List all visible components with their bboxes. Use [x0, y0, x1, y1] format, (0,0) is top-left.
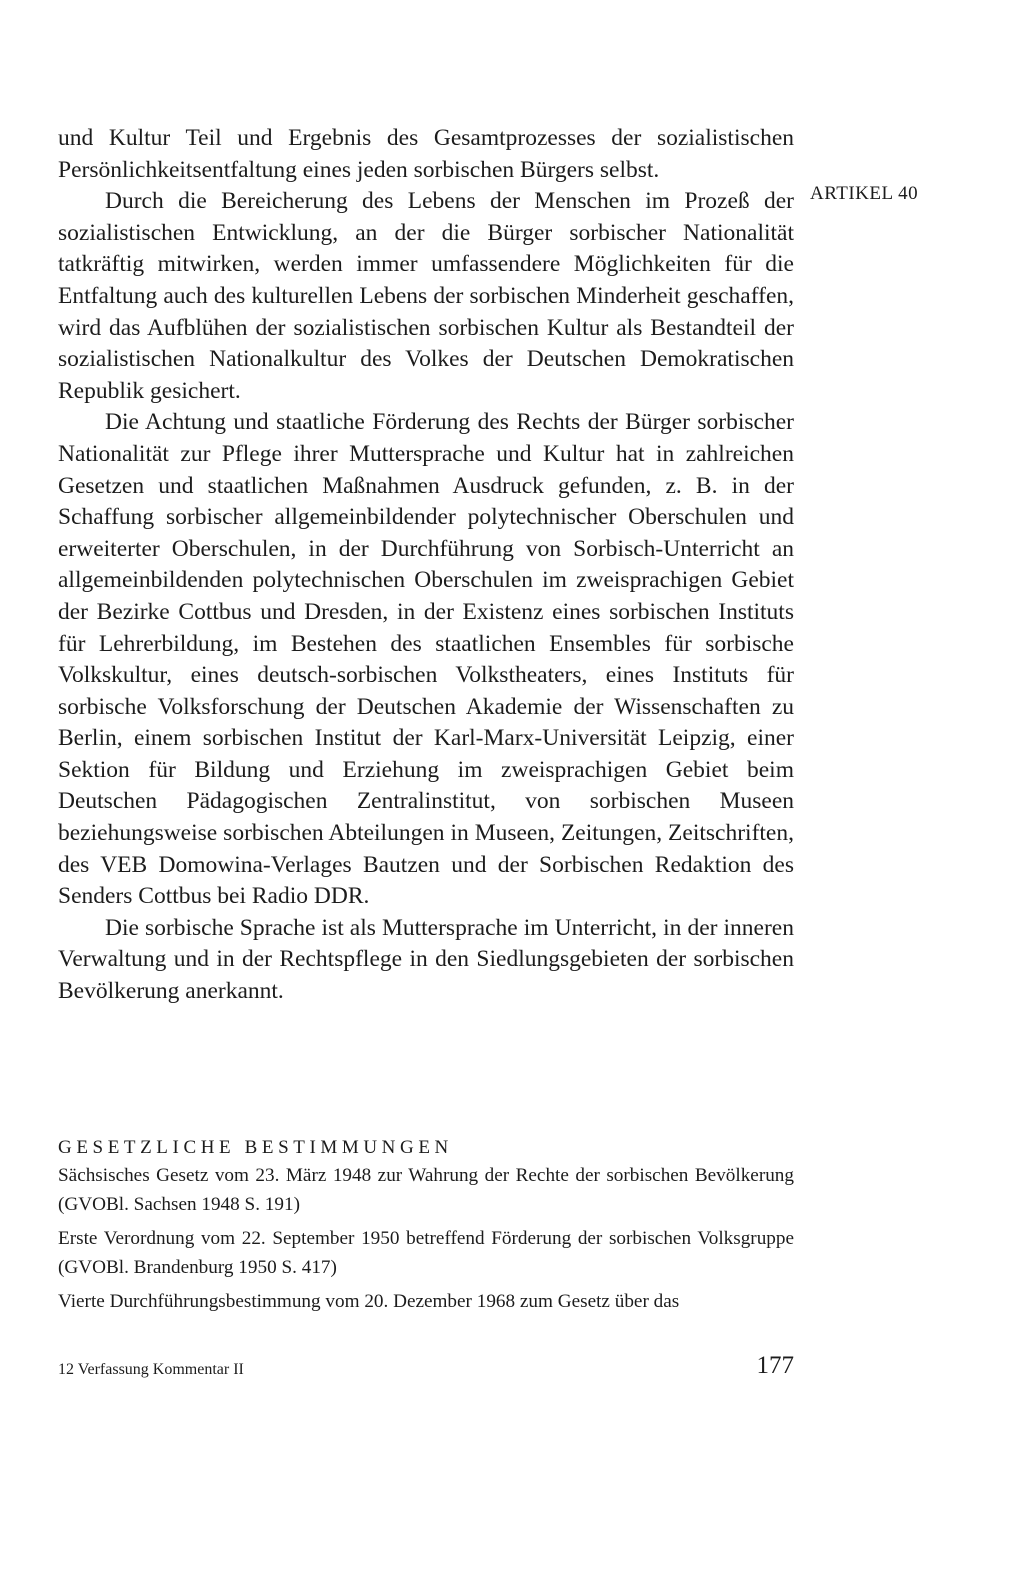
paragraph-continuation: und Kultur Teil und Ergebnis des Gesamtprozesses der sozialistischen Persönlichkeitsentfaltung eines jeden sorbischen Bürgers selbst.	[58, 125, 794, 183]
printer-signature: 12 Verfassung Kommentar II	[58, 1361, 244, 1378]
law-item: Erste Verordnung vom 22. September 1950 betreffend Förderung der sorbischen Volksgruppe (GVOBl. Brandenburg 1950 S. 417)	[58, 1228, 794, 1278]
section-heading: GESETZLICHE BESTIMMUNGEN	[58, 1137, 453, 1158]
paragraph-cultural-development: Durch die Bereicherung des Lebens der Menschen im Prozeß der sozialistischen Entwicklung, an der die Bürger sorbischer Nationalität tatkräftig mitwirken, werden immer umfassendere Möglichkeiten für die Entfaltung auch des kulturellen Lebens der sorbischen Minderheit geschaffen, wird das Aufblühen der sozialistischen sorbischen Kultur als Bestandteil der sozialistischen Nationalkultur des Volkes der Deutschen Demokratischen Republik gesichert.	[58, 188, 794, 404]
body-text	[58, 123, 794, 1008]
page-number: 177	[756, 1352, 794, 1379]
paragraph-state-support: Die Achtung und staatliche Förderung des Rechts der Bürger sorbischer Nationalität zur Pflege ihrer Muttersprache und Kultur hat in zahlreichen Gesetzen und staatlichen Maßnahmen Ausdruck gefunden, z. B. in der Schaffung sorbischer allgemeinbildender polytechnischer Oberschulen und erweiterter Oberschulen, in der Durchführung von Sorbisch-Unterricht an allgemeinbildenden polytechnischen Oberschulen im zweisprachigen Gebiet der Bezirke Cottbus und Dresden, in der Existenz eines sorbischen Instituts für Lehrerbildung, im Bestehen des staatlichen Ensembles für sorbische Volkskultur, eines deutsch-sorbischen Volkstheaters, eines Instituts für sorbische Volksforschung der Deutschen Akademie der Wissenschaften zu Berlin, einem sorbischen Institut der Karl-Marx-Universität Leipzig, einer Sektion für Bildung und Erziehung im zweisprachigen Gebiet beim Deutschen Pädagogischen Zentralinstitut, von sorbischen Museen beziehungsweise sorbischen Abteilungen in Museen, Zeitungen, Zeitschriften, des VEB Domowina-Verlages Bautzen und der Sorbischen Redaktion des Senders Cottbus bei Radio DDR.	[58, 409, 794, 910]
article-margin-note: ARTIKEL 40	[810, 183, 919, 204]
law-item: Sächsisches Gesetz vom 23. März 1948 zur Wahrung der Rechte der sorbischen Bevölkerung (GVOBl. Sachsen 1948 S. 191)	[58, 1165, 794, 1215]
legal-provisions-list	[58, 1162, 794, 1323]
law-item: Vierte Durchführungsbestimmung vom 20. Dezember 1968 zum Gesetz über das	[58, 1291, 680, 1312]
paragraph-language-recognition: Die sorbische Sprache ist als Muttersprache im Unterricht, in der inneren Verwaltung und in der Rechtspflege in den Siedlungsgebieten der sorbischen Bevölkerung anerkannt.	[58, 914, 794, 1005]
